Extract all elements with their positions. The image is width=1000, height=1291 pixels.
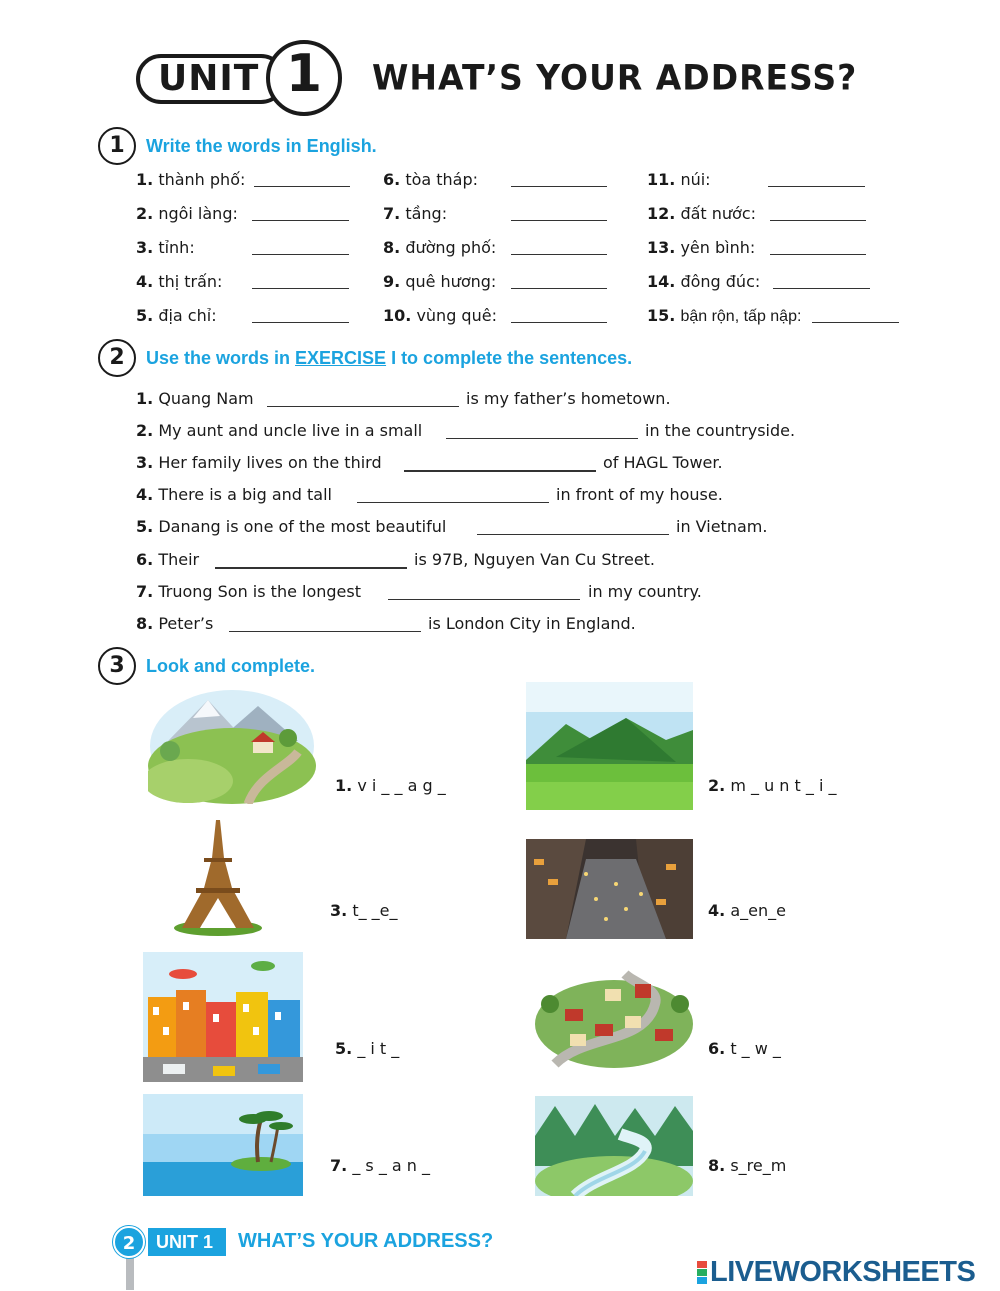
liveworksheets-brand: LIVEWORKSHEETS [710,1256,976,1288]
word-item: 6. tòa tháp: [383,170,479,189]
tower-picture [156,818,280,940]
answer-blank[interactable] [511,288,607,289]
hint-5: 5. _ i t _ [335,1039,400,1058]
sentence-3: 3. Her family lives on the third [136,453,382,472]
word-item: 11. núi: [647,170,711,189]
page-title: WHAT’S YOUR ADDRESS? [372,57,858,98]
footer-unit-label: UNIT 1 [148,1228,226,1256]
word-item: 12. đất nước: [647,204,757,223]
liveworksheets-logo[interactable] [697,1256,975,1289]
answer-blank[interactable] [770,220,866,221]
sentence-4: 4. There is a big and tall [136,485,332,504]
island-picture [143,1094,303,1196]
hint-2: 2. m _ u n t _ i _ [708,776,837,795]
footer-title: WHAT’S YOUR ADDRESS? [238,1230,494,1252]
answer-blank[interactable] [388,599,580,600]
mountain-picture [526,682,693,810]
sentence-4-end: in front of my house. [556,485,723,504]
sentence-5: 5. Danang is one of the most beautiful [136,517,447,536]
answer-blank[interactable] [511,186,607,187]
word-item: 3. tỉnh: [136,238,195,257]
word-item: 4. thị trấn: [136,272,223,291]
word-item: 10. vùng quê: [383,306,497,325]
answer-blank[interactable] [357,502,549,503]
exercise-link[interactable]: EXERCISE [295,348,387,368]
sentence-1-end: is my father’s hometown. [466,389,671,408]
unit-label: UNIT [158,58,260,99]
answer-blank[interactable] [770,254,866,255]
word-item: 8. đường phố: [383,238,497,257]
word-item: 2. ngôi làng: [136,204,238,223]
hint-8: 8. s_re_m [708,1156,787,1175]
stream-picture [535,1096,693,1196]
answer-blank[interactable] [252,254,349,255]
avenue-picture [526,839,693,939]
exercise-1-title: Write the words in English. [146,136,377,156]
answer-blank[interactable] [252,288,349,289]
answer-blank[interactable] [477,534,669,535]
sentence-2: 2. My aunt and uncle live in a small [136,421,423,440]
sentence-1: 1. Quang Nam [136,389,254,408]
sentence-6: 6. Their [136,550,200,569]
town-picture [535,964,693,1068]
exercise-1-number: 1 [98,127,136,165]
hint-1: 1. v i _ _ a g _ [335,776,446,795]
hint-6: 6. t _ w _ [708,1039,781,1058]
city-picture [143,952,303,1082]
sentence-7-end: in my country. [588,582,702,601]
hint-3: 3. t_ _e_ [330,901,398,920]
sentence-6-end: is 97B, Nguyen Van Cu Street. [414,550,656,569]
answer-blank[interactable] [404,470,596,472]
exercise-2-title: Use the words in EXERCISE I to complete the sentences. [146,348,633,368]
answer-blank[interactable] [252,322,349,323]
exercise-3-number: 3 [98,647,136,685]
word-item: 14. đông đúc: [647,272,761,291]
answer-blank[interactable] [215,567,407,569]
answer-blank[interactable] [511,322,607,323]
answer-blank[interactable] [812,322,899,323]
unit-number: 1 [285,44,323,104]
sentence-2-end: in the countryside. [645,421,796,440]
sentence-3-end: of HAGL Tower. [603,453,723,472]
word-item: 9. quê hương: [383,272,497,291]
hint-4: 4. a_en_e [708,901,786,920]
answer-blank[interactable] [229,631,421,632]
answer-blank[interactable] [773,288,870,289]
sentence-5-end: in Vietnam. [676,517,768,536]
village-picture [148,686,316,804]
answer-blank[interactable] [446,438,638,439]
word-item: 5. địa chỉ: [136,306,217,325]
answer-blank[interactable] [267,406,459,407]
answer-blank[interactable] [252,220,349,221]
answer-blank[interactable] [254,186,350,187]
sentence-7: 7. Truong Son is the longest [136,582,361,601]
liveworksheets-icon [697,1261,707,1284]
answer-blank[interactable] [768,186,865,187]
hint-7: 7. _ s _ a n _ [330,1156,431,1175]
exercise-2-number: 2 [98,339,136,377]
answer-blank[interactable] [511,220,607,221]
page-number: 2 [113,1226,145,1258]
word-item: 13. yên bình: [647,238,756,257]
answer-blank[interactable] [511,254,607,255]
word-item: 1. thành phố: [136,170,246,189]
word-item: 15. bận rộn, tấp nập: [647,306,802,325]
sentence-8: 8. Peter’s [136,614,214,633]
sentence-8-end: is London City in England. [428,614,636,633]
exercise-3-title: Look and complete. [146,656,316,676]
word-item: 7. tầng: [383,204,448,223]
